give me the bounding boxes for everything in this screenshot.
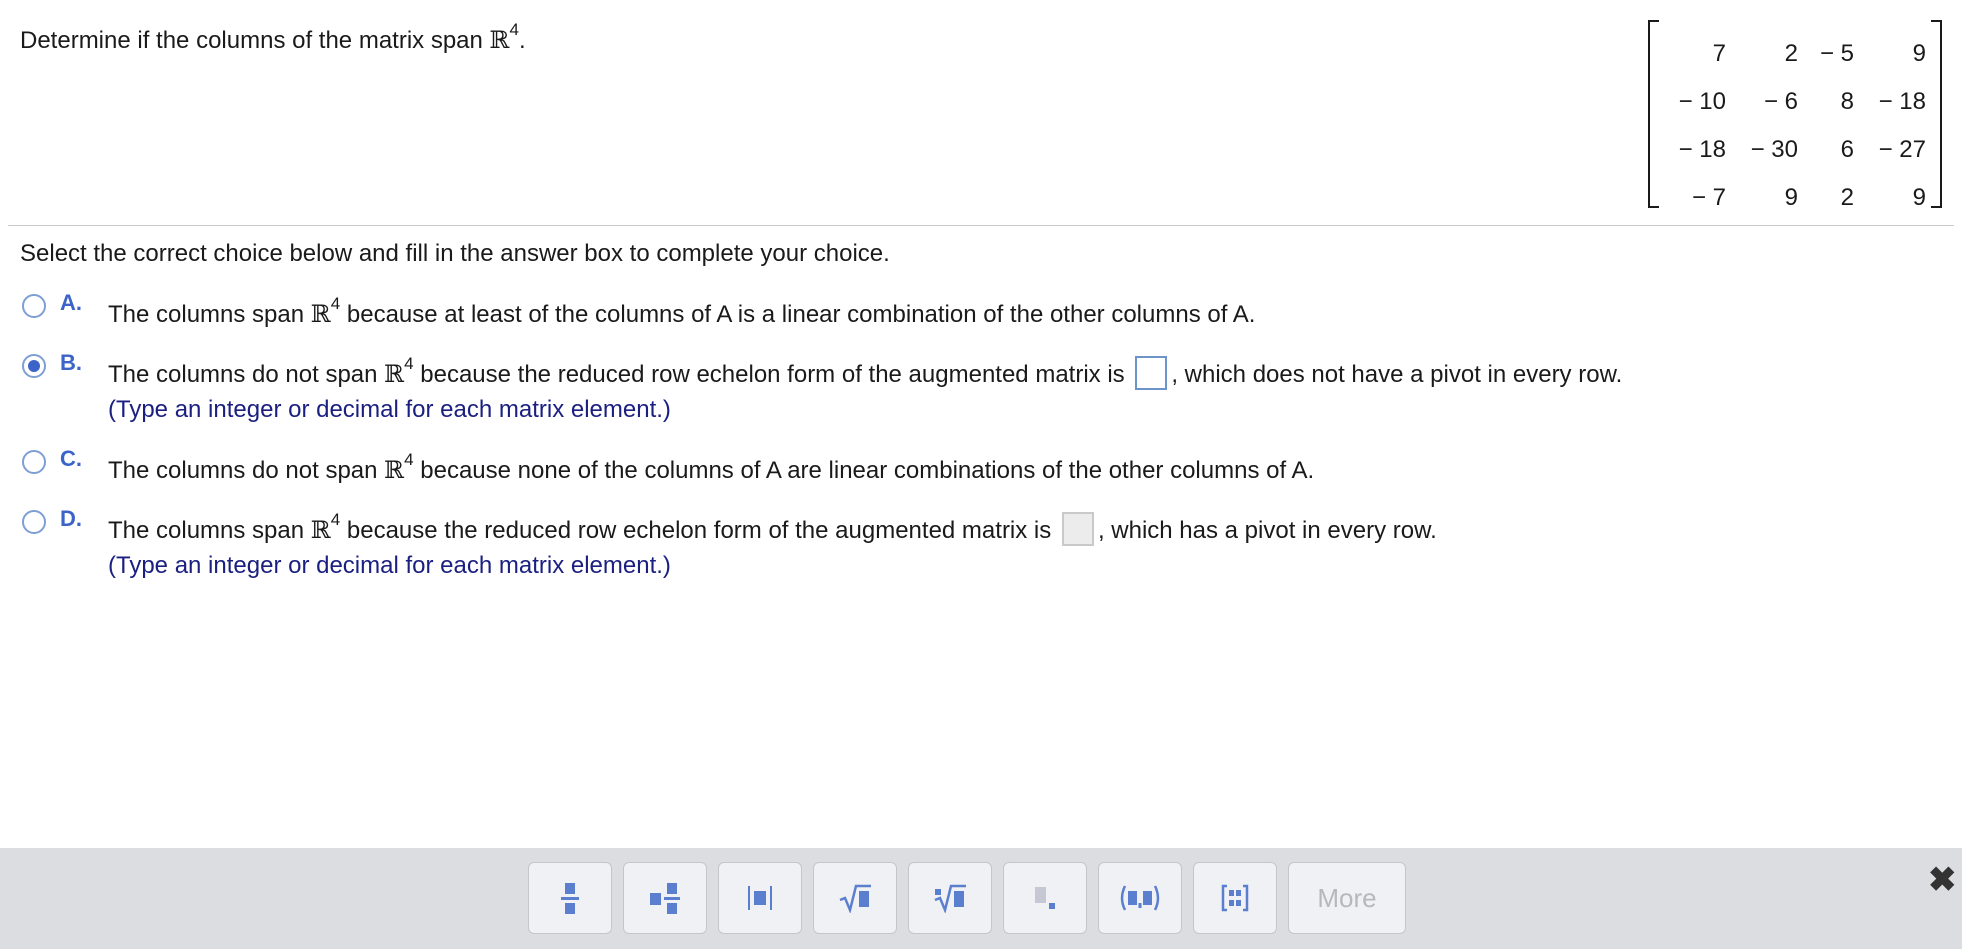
hint-d: (Type an integer or decimal for each matrix element.) [108, 552, 671, 579]
exponent: 4 [404, 450, 414, 469]
exponent: 4 [330, 510, 341, 529]
answer-box-b[interactable] [1135, 356, 1167, 390]
matrix-cell: − 7 [1691, 184, 1726, 211]
real-space-symbol: ℝ [384, 456, 405, 484]
real-space-symbol: ℝ [489, 26, 510, 54]
choice-d-pre: The columns span [108, 517, 311, 544]
real-space-symbol: ℝ [384, 360, 405, 388]
radio-a[interactable] [22, 294, 46, 318]
choice-b-pre: The columns do not span [108, 361, 385, 388]
exponent: 4 [509, 20, 519, 39]
question-text [20, 20, 526, 55]
matrix-cell: 7 [1712, 40, 1726, 67]
math-toolbar [0, 848, 1962, 949]
radio-c[interactable] [22, 450, 46, 474]
absolute-value-button[interactable] [718, 862, 802, 934]
square-root-button[interactable] [813, 862, 897, 934]
absolute-value-icon [745, 883, 775, 913]
choice-letter-d: D. [60, 506, 82, 531]
mixed-number-button[interactable] [623, 862, 707, 934]
matrix-cell: − 5 [1819, 40, 1854, 67]
choice-c-pre: The columns do not span [108, 457, 385, 484]
matrix-cell: − 6 [1763, 88, 1798, 115]
ordered-pair-icon [1117, 883, 1163, 913]
choice-b-post: , which does not have a pivot in every row. [1171, 361, 1623, 388]
hint-b: (Type an integer or decimal for each matrix element.) [108, 396, 671, 423]
matrix-cell: 2 [1840, 184, 1854, 211]
matrix-cell: − 30 [1750, 136, 1798, 163]
question-end: . [518, 27, 526, 54]
fraction-icon [558, 881, 582, 915]
choice-a-pre: The columns span [108, 301, 311, 328]
exponent: 4 [404, 354, 414, 373]
matrix-icon [1220, 883, 1250, 913]
real-space-symbol: ℝ [310, 516, 331, 544]
choice-c-post: because none of the columns of A are linear combinations of the other columns of A. [413, 457, 1315, 484]
matrix-cell: 9 [1912, 184, 1926, 211]
choice-text-a [108, 294, 1256, 329]
nth-root-icon [933, 883, 967, 913]
nth-root-button[interactable] [908, 862, 992, 934]
mixed-number-icon [648, 881, 682, 915]
subscript-icon [1031, 883, 1059, 913]
choice-letter-b: B. [60, 350, 82, 375]
choice-text-d [108, 510, 1437, 549]
answer-box-d [1062, 512, 1094, 546]
matrix [1648, 20, 1942, 211]
choice-text-c [108, 450, 1315, 485]
radio-b-selected[interactable] [22, 354, 46, 378]
matrix-cell: 9 [1912, 40, 1926, 67]
matrix-button[interactable] [1193, 862, 1277, 934]
matrix-cell: 6 [1840, 136, 1854, 163]
matrix-grid [1670, 30, 1926, 222]
choice-d-post: , which has a pivot in every row. [1097, 517, 1437, 544]
divider [8, 225, 1954, 226]
choice-b-mid: because the reduced row echelon form of the augmented matrix is [413, 361, 1132, 388]
matrix-cell: 8 [1840, 88, 1854, 115]
instruction-text: Select the correct choice below and fill in the answer box to complete your choice. [20, 240, 890, 267]
matrix-cell: 9 [1784, 184, 1798, 211]
square-root-icon [838, 883, 872, 913]
fraction-button[interactable] [528, 862, 612, 934]
close-icon[interactable]: ✖ [1928, 861, 1957, 899]
choice-letter-c: C. [60, 446, 82, 471]
matrix-right-bracket [1931, 20, 1942, 208]
matrix-cell: − 27 [1878, 136, 1926, 163]
choice-letter-a: A. [60, 290, 82, 315]
matrix-cell: − 18 [1878, 88, 1926, 115]
matrix-cell: 2 [1784, 40, 1798, 67]
matrix-left-bracket [1648, 20, 1659, 208]
matrix-cell: − 10 [1678, 88, 1726, 115]
real-space-symbol: ℝ [310, 300, 331, 328]
choice-d-mid: because the reduced row echelon form of the augmented matrix is [340, 517, 1058, 544]
matrix-cell: − 18 [1678, 136, 1726, 163]
exponent: 4 [330, 294, 341, 313]
choice-a-post: because at least of the columns of A is a linear combination of the other columns of A. [340, 301, 1256, 328]
subscript-button[interactable] [1003, 862, 1087, 934]
radio-d[interactable] [22, 510, 46, 534]
ordered-pair-button[interactable] [1098, 862, 1182, 934]
question-prefix: Determine if the columns of the matrix span [20, 27, 490, 54]
choice-text-b [108, 354, 1623, 393]
more-button[interactable]: More [1288, 862, 1406, 934]
